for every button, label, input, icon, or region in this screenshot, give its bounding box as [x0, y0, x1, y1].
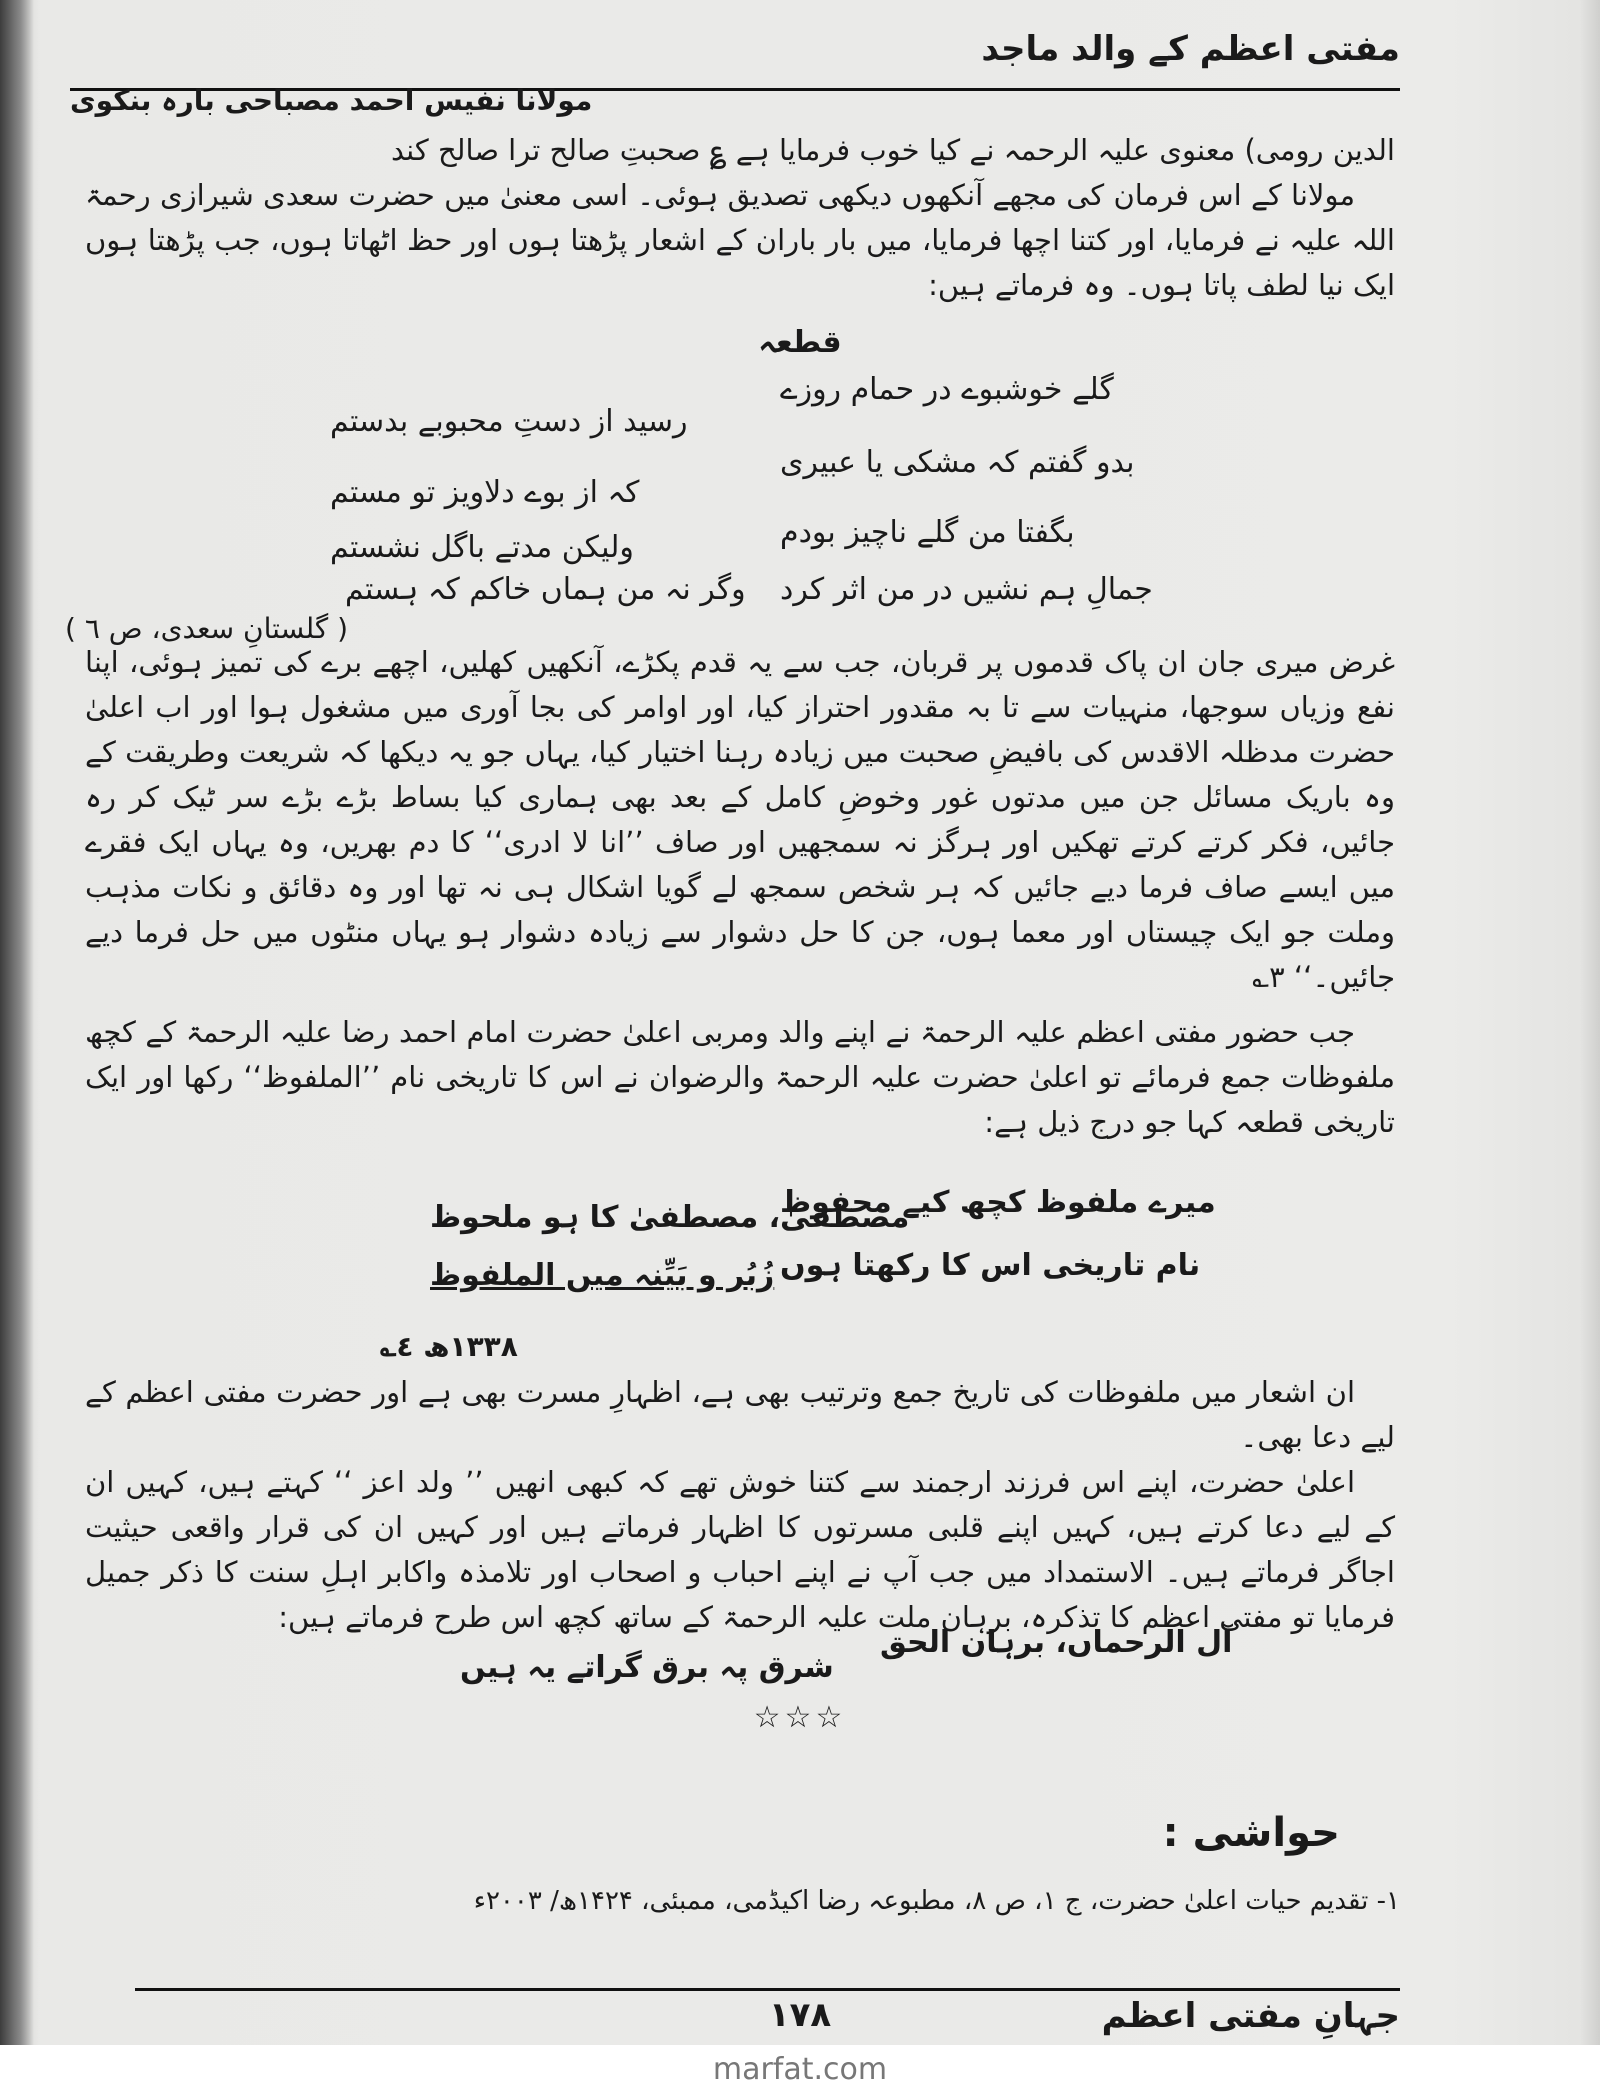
- qita-verse-2-right: بدو گفتم کہ مشکی یا عبیری: [780, 445, 1135, 480]
- malfuz-verse-1-left: مصطفیٰ، مصطفیٰ کا ہو ملحوظ: [430, 1200, 910, 1235]
- qita-verse-3-left: ولیکن مدتے باگل نشستم: [330, 530, 634, 565]
- footer-divider: [135, 1988, 1400, 1991]
- section-end-stars: ☆☆☆: [753, 1700, 847, 1735]
- body-paragraph: جب حضور مفتی اعظم علیہ الرحمۃ نے اپنے والد ومربی اعلیٰ حضرت امام احمد رضا علیہ الرحمۃ کے کچھ ملفوظات جمع فرمائے تو اعلیٰ حضرت علیہ الرحمۃ والرضوان نے اس کا تاریخی نام ’’الملفوظ‘‘ رکھا اور ایک تاریخی قطعہ کہا جو درج ذیل ہے:: [85, 1015, 1395, 1139]
- footnotes-heading: حواشی :: [1162, 1810, 1340, 1856]
- footnote-item: ۱- تقدیم حیات اعلیٰ حضرت، ج ۱، ص ۸، مطبوعہ رضا اکیڈمی، ممبئی، ۱۴۲۴ھ/ ۲۰۰۳ء: [473, 1886, 1400, 1916]
- qita-heading: قطعہ: [758, 325, 842, 360]
- running-header-title: مفتی اعظم کے والد ماجد: [981, 29, 1400, 69]
- main-paragraph-block: [85, 640, 1395, 1145]
- intro-text: [85, 128, 1395, 308]
- qita-verse-1-right: گلے خوشبوے در حمام روزے: [780, 372, 1114, 407]
- closing-paragraph: ان اشعار میں ملفوظات کی تاریخ جمع وترتیب بھی ہے، اظہارِ مسرت بھی ہے اور حضرت مفتی اعظم کے لیے دعا بھی۔: [85, 1375, 1395, 1454]
- qita-verse-4-left: وگر نہ من ہماں خاکم کہ ہستم: [345, 572, 746, 607]
- final-verse-top: آل الرحماں، برہان الحق: [880, 1625, 1233, 1660]
- qita-verse-3-right: بگفتا من گلے ناچیز بودم: [780, 515, 1075, 550]
- intro-line: الدین رومی) معنوی علیہ الرحمہ نے کیا خوب فرمایا ہے ؏ صحبتِ صالح ترا صالح کند: [390, 133, 1395, 167]
- body-paragraph: غرض میری جان ان پاک قدموں پر قربان، جب سے یہ قدم پکڑے، آنکھیں کھلیں، اچھے برے کی تمیز ہوئی، اپنا نفع وزیاں سوجھا، منہیات سے تا بہ مقدور احتراز کیا، اور اوامر کی بجا آوری میں مشغول ہوا اور اب اعلیٰ حضرت مدظلہ الاقدس کی بافیضِ صحبت میں زیادہ رہنا اختیار کیا، یہاں جو یہ دیکھا کہ شریعت وطریقت کے وہ باریک مسائل جن میں مدتوں غور وخوضِ کامل کے بعد بھی ہماری کیا بساط بڑے بڑے سر ٹیک کر رہ جائیں، فکر کرتے کرتے تھکیں اور ہرگز نہ سمجھیں اور صاف ’’انا لا ادری‘‘ کا دم بھریں، وہ یہاں ایک فقرے میں ایسے صاف فرما دیے جائیں کہ ہر شخص سمجھ لے گویا اشکال ہی نہ تھا اور وہ دقائق و نکات مذہب وملت جو ایک چیستاں اور معما ہوں، جن کا حل دشوار سے زیادہ دشوار ہو یہاں منٹوں میں حل فرما دیے جائیں۔‘‘ ٣؎: [85, 645, 1395, 994]
- final-verse-bottom: شرق پہ برق گراتے یہ ہیں: [460, 1650, 834, 1685]
- chronogram-date: ١٣٣٨ھ ٤؎: [380, 1330, 518, 1363]
- closing-block: [85, 1370, 1395, 1640]
- running-header-author: مولانا نفیس احمد مصباحی بارہ بنکوی: [70, 84, 593, 117]
- qita-verse-1-left: رسید از دستِ محبوبے بدستم: [330, 404, 688, 439]
- closing-paragraph: اعلیٰ حضرت، اپنے اس فرزند ارجمند سے کتنا خوش تھے کہ کبھی انھیں ’’ ولد اعز ‘‘ کہتے ہیں، کہیں ان کے لیے دعا کرتے ہیں، کہیں اپنے قلبی مسرتوں کا اظہار فرماتے ہیں اور کہیں ان کی قرار واقعی حیثیت اجاگر فرماتے ہیں۔ الاستمداد میں جب آپ نے اپنے احباب و اصحاب اور تلامذہ واکابر اہلِ سنت کا ذکر جمیل فرمایا تو مفتی اعظم کا تذکرہ، برہان ملت علیہ الرحمۃ کے ساتھ کچھ اس طرح فرماتے ہیں:: [85, 1465, 1395, 1634]
- malfuz-verse-2-left: زُبُر و بَیِّنہ میں الملفوظ: [430, 1258, 775, 1293]
- footer-book-title: جہانِ مفتی اعظم: [1101, 1996, 1400, 2036]
- qita-source: ( گلستانِ سعدی، ص ٦ ): [65, 612, 348, 645]
- intro-paragraph: مولانا کے اس فرمان کی مجھے آنکھوں دیکھی تصدیق ہوئی۔ اسی معنیٰ میں حضرت سعدی شیرازی رحمۃ اللہ علیہ نے فرمایا، اور کتنا اچھا فرمایا، میں بار باران کے اشعار پڑھتا ہوں اور حظ اٹھاتا ہوں، جب پڑھتا ہوں ایک نیا لطف پاتا ہوں۔ وہ فرماتے ہیں:: [85, 178, 1395, 302]
- qita-verse-4-right: جمالِ ہم نشیں در من اثر کرد: [780, 572, 1153, 607]
- page-number: ۱۷۸: [768, 1995, 832, 2035]
- malfuz-verse-2-right: نام تاریخی اس کا رکھتا ہوں: [780, 1248, 1201, 1283]
- qita-verse-2-left: کہ از بوے دلاویز تو مستم: [330, 475, 640, 510]
- watermark-text: marfat.com: [712, 2052, 888, 2087]
- malfuz-verse-1-right: میرے ملفوظ کچھ کیے محفوظ: [780, 1185, 1216, 1220]
- binding-shadow: [0, 0, 34, 2097]
